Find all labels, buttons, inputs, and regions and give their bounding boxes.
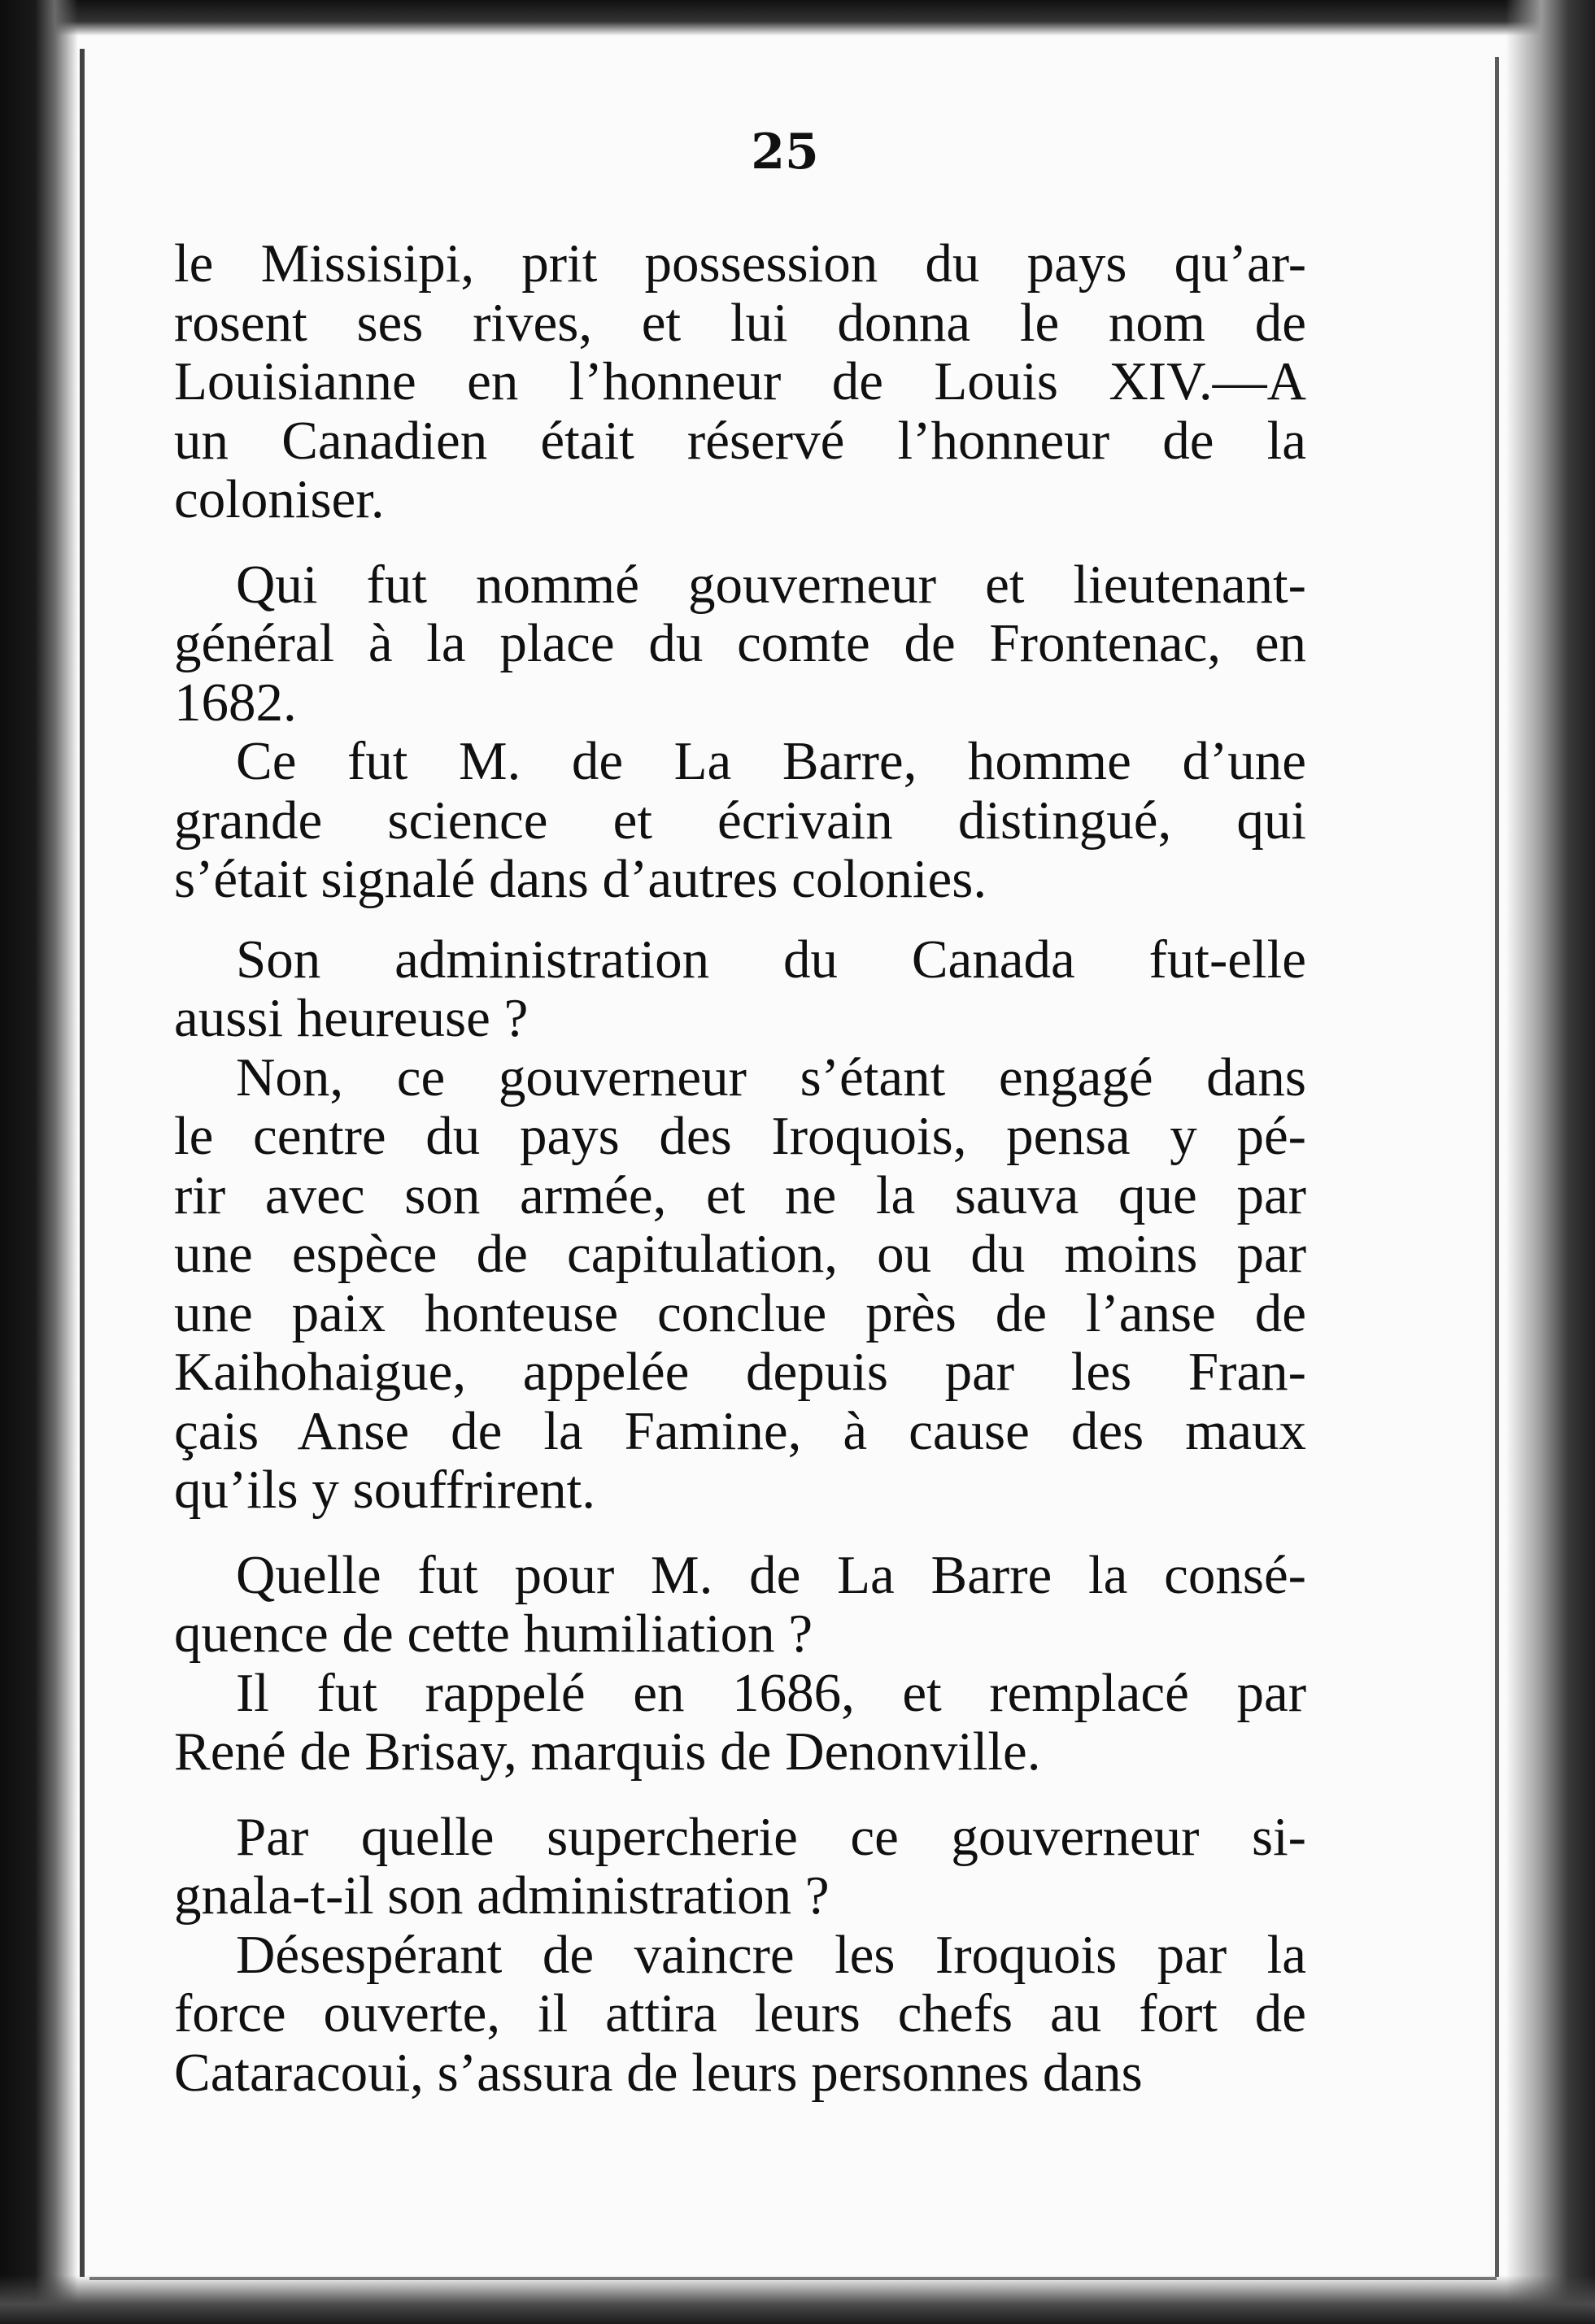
text-line: force ouverte, il attira leurs chefs au fort de [174, 1983, 1306, 2043]
question-paragraph [174, 930, 1306, 1048]
text-line: rir avec son armée, et ne la sauva que par [174, 1164, 1306, 1225]
question-paragraph [174, 1808, 1306, 1926]
text-line: une paix honteuse conclue près de l’anse de [174, 1282, 1306, 1343]
scan-bottom-edge-line [89, 2277, 1497, 2280]
text-line: coloniser. [174, 469, 385, 529]
text-line: quence de cette humiliation ? [174, 1604, 813, 1664]
text-line: Non, ce gouverneur s’étant engagé dans [236, 1047, 1306, 1108]
answer-paragraph [174, 1664, 1306, 1782]
question-paragraph [174, 1546, 1306, 1664]
text-line: Louisianne en l’honneur de Louis XIV.—A [174, 351, 1306, 411]
text-line: aussi heureuse ? [174, 988, 529, 1048]
text-line: général à la place du comte de Frontenac, en [174, 613, 1306, 673]
page-number: 25 [751, 124, 819, 181]
question-paragraph [174, 555, 1306, 733]
text-line: le Missisipi, prit possession du pays qu’ar- [174, 233, 1306, 294]
answer-paragraph [174, 1048, 1306, 1520]
text-line: çais Anse de la Famine, à cause des maux [174, 1400, 1306, 1461]
text-line: Quelle fut pour M. de La Barre la consé- [236, 1544, 1306, 1605]
text-line: Son administration du Canada fut-elle [236, 929, 1306, 990]
body-text [174, 234, 1306, 2102]
text-line: une espèce de capitulation, ou du moins par [174, 1224, 1306, 1284]
scan-right-page-edge [1506, 0, 1595, 2324]
answer-paragraph [174, 732, 1306, 909]
scan-bottom-shadow [0, 2275, 1595, 2324]
text-line: Désespérant de vaincre les Iroquois par la [236, 1924, 1306, 1985]
text-line: Il fut rappelé en 1686, et remplacé par [236, 1662, 1306, 1723]
text-line: rosent ses rives, et lui donna le nom de [174, 292, 1306, 353]
text-line: René de Brisay, marquis de Denonville. [174, 1721, 1041, 1782]
paragraph-continuation [174, 234, 1306, 529]
text-line: Par quelle supercherie ce gouverneur si- [236, 1806, 1306, 1867]
text-line: le centre du pays des Iroquois, pensa y pé- [174, 1106, 1306, 1166]
text-line: Cataracoui, s’assura de leurs personnes dans [174, 2042, 1143, 2103]
text-line: qu’ils y souffrirent. [174, 1460, 595, 1520]
scan-left-edge-line [80, 49, 85, 2277]
text-line: un Canadien était réservé l’honneur de la [174, 410, 1306, 471]
scan-top-shadow [0, 0, 1595, 36]
scan-left-binding-shadow [0, 0, 78, 2324]
text-line: s’était signalé dans d’autres colonies. [174, 849, 987, 909]
text-line: Qui fut nommé gouverneur et lieutenant- [236, 554, 1306, 615]
text-line: Ce fut M. de La Barre, homme d’une [236, 731, 1306, 791]
text-line: Kaihohaigue, appelée depuis par les Fran- [174, 1342, 1306, 1402]
text-line: 1682. [174, 672, 297, 733]
text-line: grande science et écrivain distingué, qui [174, 790, 1306, 851]
text-line: gnala-t-il son administration ? [174, 1865, 830, 1926]
scan-right-edge-line [1495, 57, 1499, 2277]
answer-paragraph [174, 1926, 1306, 2103]
